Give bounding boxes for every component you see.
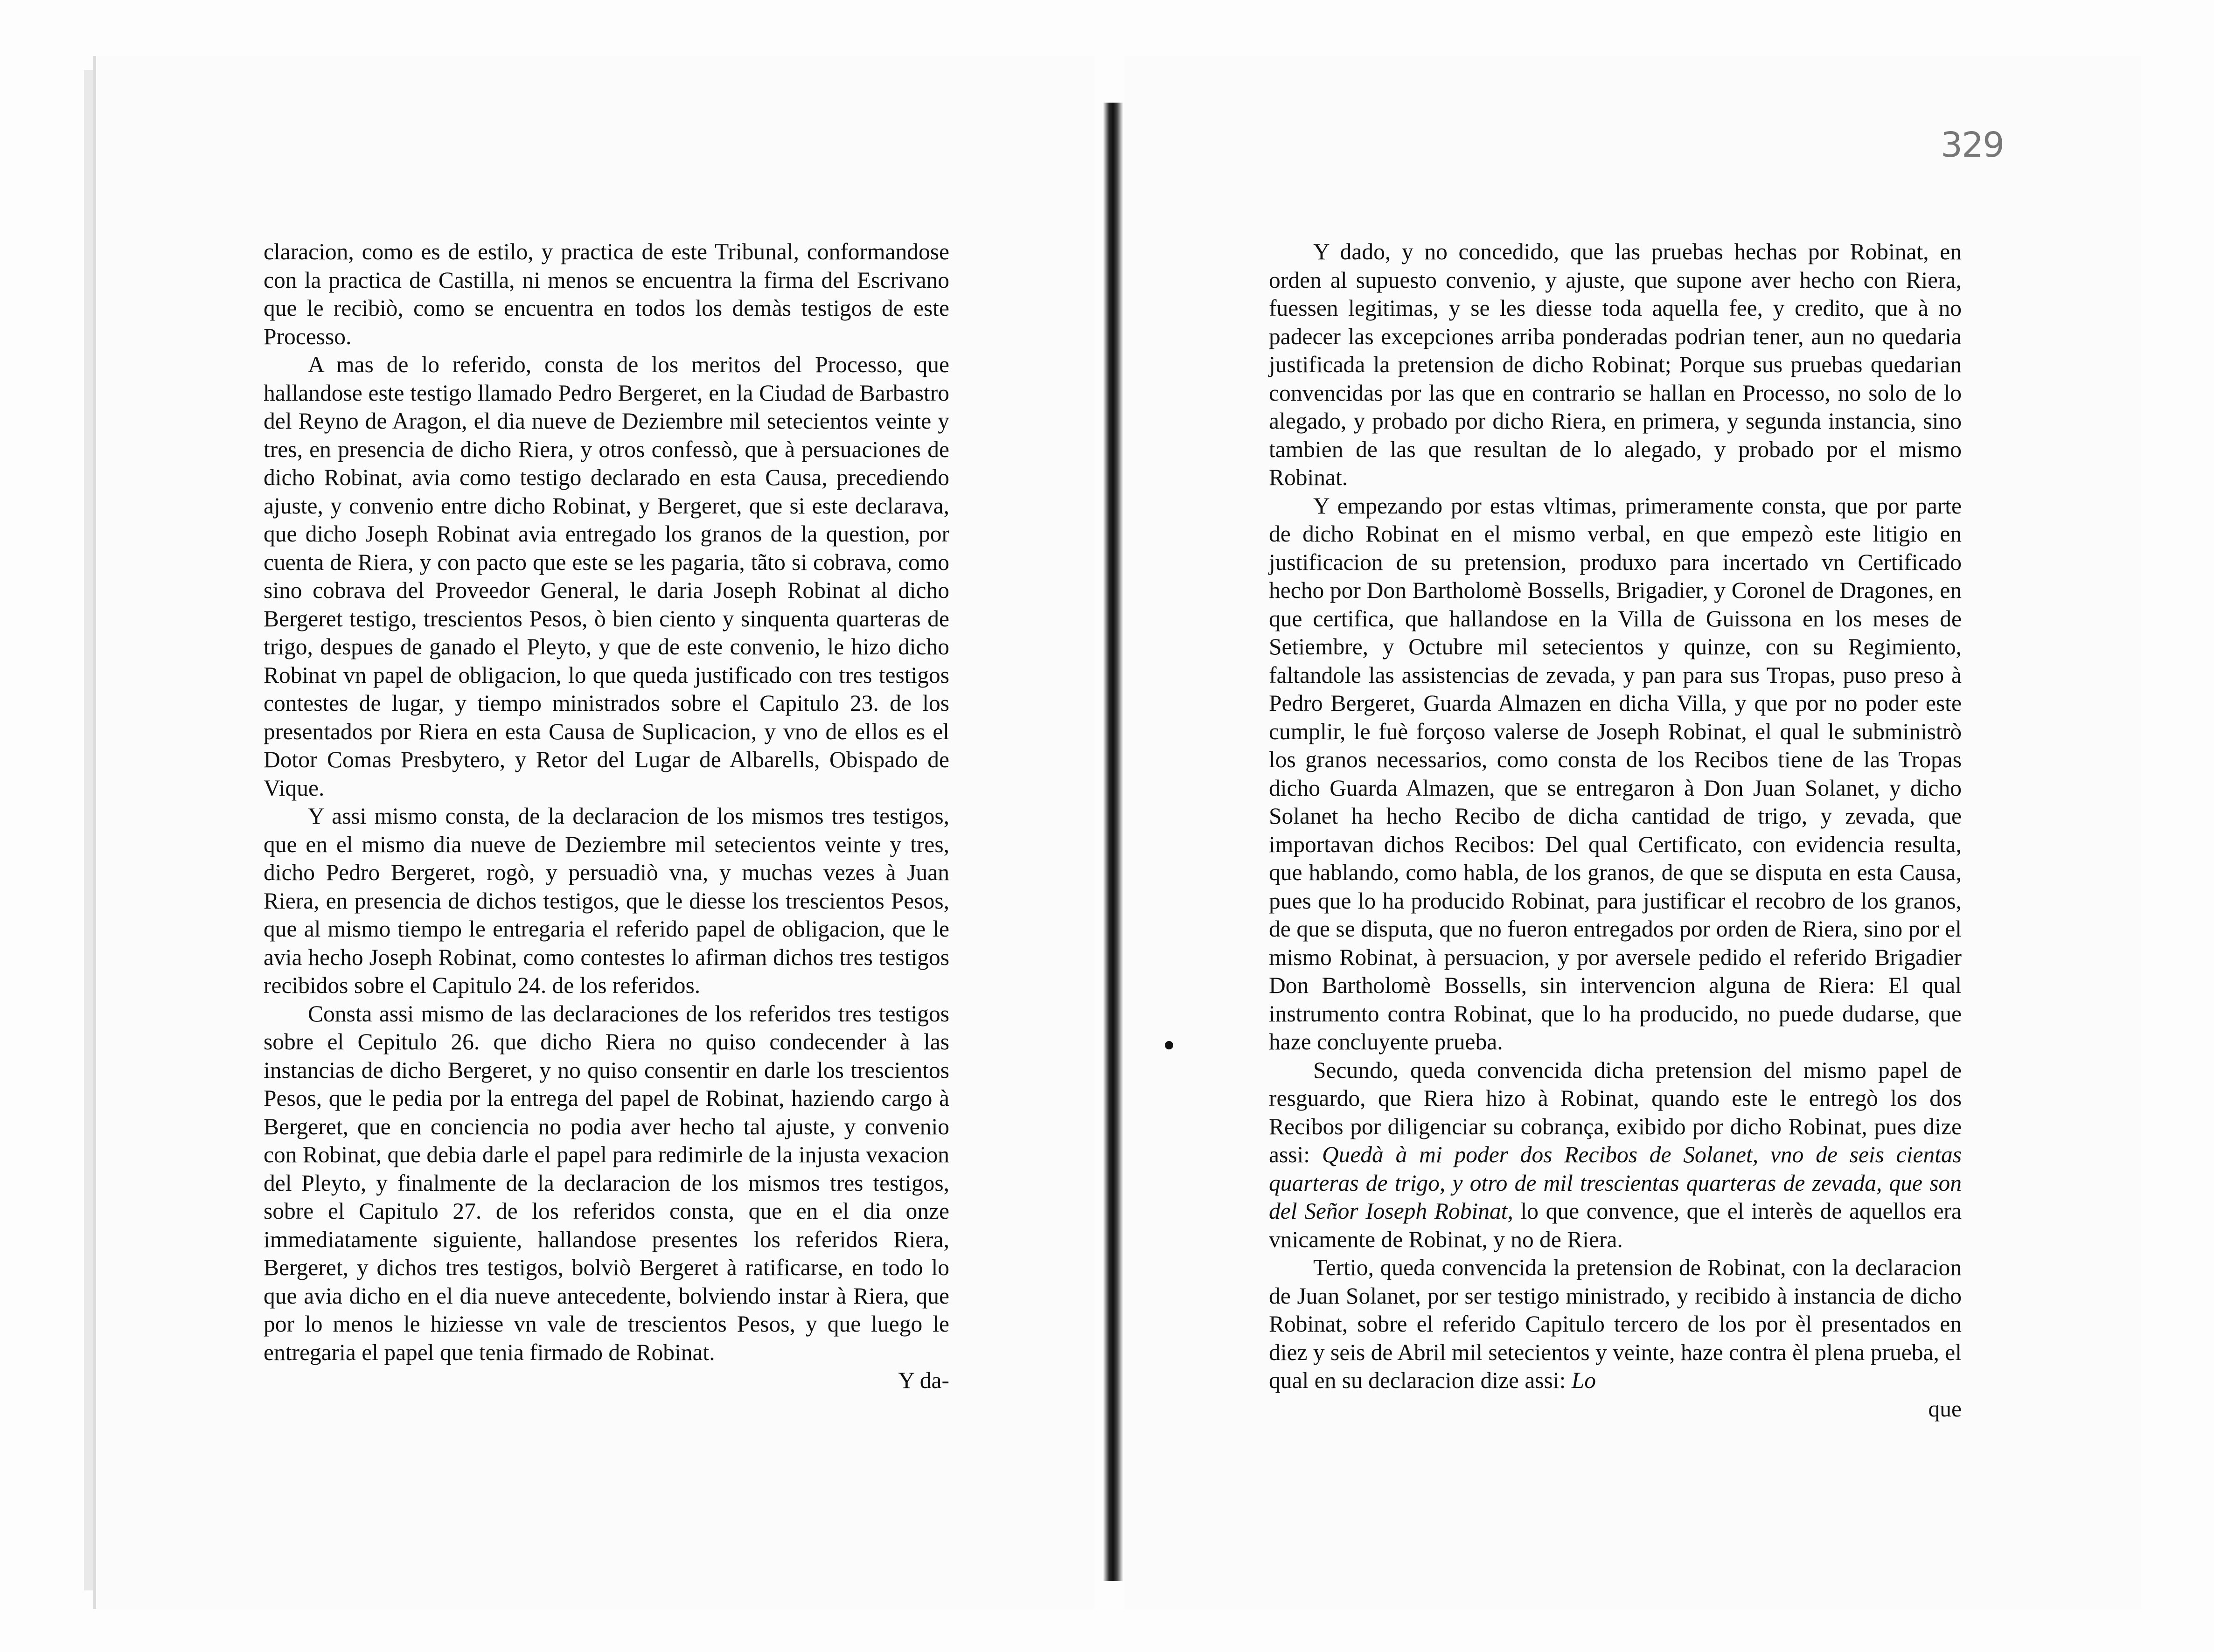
paragraph	[1269, 1056, 1962, 1254]
book-gutter	[1103, 103, 1123, 1581]
catchword: Y da-	[898, 1367, 949, 1393]
faint-stamp	[261, 125, 317, 153]
paragraph: A mas de lo referido, consta de los meritos del Processo, que hallandose este testigo llamado Pedro Bergeret, en la Ciudad de Barbastro del Reyno de Aragon, el dia nueve de Deziembre mil setecientos veinte y tres, en presencia de dicho Riera, y otros confessò, que à persuaciones de dicho Robinat, avia como testigo declarado en esta Causa, precediendo ajuste, y convenio entre dicho Robinat, y Bergeret, que si este declarava, que dicho Joseph Robinat avia entregado los granos de la question, por cuenta de Riera, y con pacto que este se les pagaria, tãto si cobrava, como sino cobrava del Proveedor General, le daria Joseph Robinat al dicho Bergeret testigo, trescientos Pesos, ò bien ciento y sinquenta quarteras de trigo, despues de ganado el Pleyto, y que de este convenio, le hizo dicho Robinat vn papel de obligacion, lo que queda justificado con tres testigos contestes de lugar, y tiempo ministrados sobre el Capitulo 23. de los presentados por Riera en esta Causa de Suplicacion, y vno de ellos es el Dotor Comas Presbytero, y Retor del Lugar de Albarells, Obispado de Vique.	[264, 352, 949, 801]
quoted-receipt: Quedà à mi poder dos Recibos de Solanet, vno de seis cientas quarteras de trigo, y otro de mil trescientas quarteras de zevada, que son del Señor Ioseph Robinat,	[1269, 1142, 1962, 1224]
right-text-column	[1269, 238, 1962, 1423]
ink-dot	[1165, 1041, 1173, 1049]
paragraph-text: lo que convence, que el interès de aquellos era vnicamente de Robinat, y no de Riera.	[1269, 1198, 1962, 1252]
paragraph: Consta assi mismo de las declaraciones de los referidos tres testigos sobre el Cepitulo 26. que dicho Riera no quiso condecender à las instancias de dicho Bergeret, y no quiso consentir en darle los trescientos Pesos, que le pedia por la entrega del papel de Robinat, haziendo cargo à Bergeret, que en conciencia no podia aver hecho tal ajuste, y convenio con Robinat, que debia darle el papel para redimirle de la injusta vexacion del Pleyto, y finalmente de la declaracion de los mismos tres testigos, sobre el Capitulo 27. de los referidos consta, que en el dia onze immediatamente siguiente, hallandose presentes los referidos Riera, Bergeret, y dichos tres testigos, bolviò Bergeret à ratificarse, en todo lo que avia dicho en el dia nueve antecedente, bolviendo instar à Riera, que por lo menos le hiziesse vn vale de trescientos Pesos, y que luego le entregaria el papel que tenia firmado de Robinat.	[264, 1000, 949, 1365]
paragraph: claracion, como es de estilo, y practica de este Tribunal, conformandose con la practica de Castilla, ni menos se encuentra la firma del Escrivano que le recibiò, como se encuentra en todos los demàs testigos de este Processo.	[264, 239, 949, 349]
left-text-column	[264, 238, 949, 1395]
quote-start: Lo	[1571, 1367, 1596, 1393]
catchword: que	[1928, 1395, 1962, 1422]
paragraph	[1269, 1254, 1962, 1395]
paragraph: Y dado, y no concedido, que las pruebas hechas por Robinat, en orden al supuesto convenio, y ajuste, que supone aver hecho con Riera, fuessen legitimas, y se les diesse toda aquella fee, y credito, que à no padecer las excepciones arriba ponderadas podrian tener, aun no quedaria justificada la pretension de dicho Robinat; Porque sus pruebas quedarian convencidas por las que en contrario se hallan en Processo, no solo de lo alegado, y probado por dicho Riera, en primera, y segunda instancia, sino tambien de las que resultan de lo alegado, y probado por el mismo Robinat.	[1269, 239, 1962, 490]
left-page-edge	[84, 70, 93, 1590]
paragraph: Y assi mismo consta, de la declaracion de los mismos tres testigos, que en el mismo dia nueve de Deziembre mil setecientos veinte y tres, dicho Pedro Bergeret, rogò, y persuadiò vna, y muchas vezes à Juan Riera, en presencia de dichos testigos, que le diesse los trescientos Pesos, que al mismo tiempo le entregaria el referido papel de obligacion, que le avia hecho Joseph Robinat, como contestes lo afirman dichos tres testigos recibidos sobre el Capitulo 24. de los referidos.	[264, 803, 949, 998]
paragraph: Y empezando por estas vltimas, primeramente consta, que por parte de dicho Robinat en el mismo verbal, en que empezò este litigio en justificacion de su pretension, produxo para incertado vn Certificado hecho por Don Bartholomè Bossells, Brigadier, y Coronel de Dragones, en que certifica, que hallandose en la Villa de Guissona en los meses de Setiembre, y Octubre mil setecientos y quinze, con su Regimiento, faltandole las assistencias de zevada, y pan para sus Tropas, puso preso à Pedro Bergeret, Guarda Almazen en dicha Villa, y que por no poder este cumplir, le fuè forçoso valerse de Joseph Robinat, el qual le subministrò los granos necessarios, como consta de los Recibos tiene de las Tropas dicho Guarda Almazen, que se entregaron à Don Juan Solanet, y dicho Solanet ha hecho Recibo de dicha cantidad de trigo, y zevada, que importavan dichos Recibos: Del qual Certificato, con evidencia resulta, que hablando, como habla, de los granos, de que se disputa en esta Causa, pues que lo ha producido Robinat, para justificar el recobro de los granos, de que se disputa, que no fueron entregados por orden de Riera, sino por el mismo Robinat, à persuacion, y por aversele pedido el referido Brigadier Don Bartholomè Bossells, sin intervencion alguna de Riera: El qual instrumento contra Robinat, que lo ha producido, no puede dudarse, que haze concluyente prueba.	[1269, 493, 1962, 1055]
folio-number: 329	[1941, 125, 2004, 165]
paragraph-text: Tertio, queda convencida la pretension de Robinat, con la declaracion de Juan Solanet, por ser testigo ministrado, y recibido à instancia de dicho Robinat, sobre el referido Capitulo tercero de los por èl presentados en diez y seis de Abril mil setecientos y veinte, haze contra èl plena prueba, el qual en su declaracion dize assi:	[1269, 1255, 1962, 1393]
paragraph-text: Secundo, queda convencida dicha pretension del mismo papel de resguardo, que Riera hizo à Robinat, quando este le entregò los dos Recibos por diligenciar su cobrança, exibido por dicho Robinat, pues dize assi:	[1269, 1057, 1962, 1167]
